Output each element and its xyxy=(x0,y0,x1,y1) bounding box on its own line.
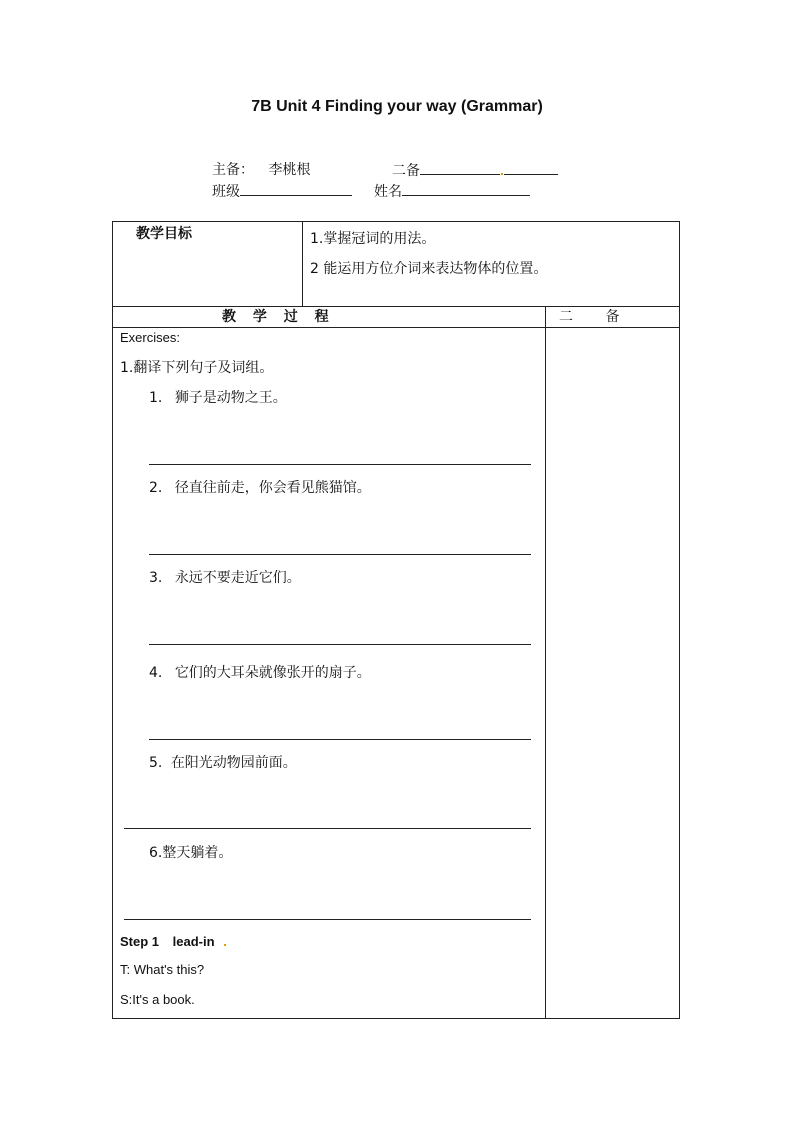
item-number: 2. xyxy=(149,480,163,496)
page-title: 7B Unit 4 Finding your way (Grammar) xyxy=(251,98,543,115)
exercise-item-6 xyxy=(149,843,232,863)
second-prep-label: 二备 xyxy=(392,163,420,179)
answer-line-4[interactable] xyxy=(149,739,531,740)
item-number: 6. xyxy=(149,845,163,861)
class-row xyxy=(212,181,352,202)
item-text: 永远不要走近它们。 xyxy=(174,570,301,586)
step1-line-1: T: What's this? xyxy=(120,962,205,977)
dot-mark xyxy=(224,944,226,946)
second-prep-header: 二 备 xyxy=(559,309,634,325)
step1-line-2: S:It's a book. xyxy=(120,992,195,1007)
item-number: 5. xyxy=(149,755,163,771)
objectives-label: 教学目标 xyxy=(136,226,192,242)
item-text: 在阳光动物园前面。 xyxy=(170,755,297,771)
second-prep-column-divider xyxy=(545,306,546,1018)
item-text: 它们的大耳朵就像张开的扇子。 xyxy=(174,665,371,681)
item-text: 径直往前走，你会看见熊猫馆。 xyxy=(174,480,371,496)
exercise-item-3 xyxy=(149,568,301,588)
objective-2: 2 能运用方位介词来表达物体的位置。 xyxy=(310,261,548,277)
second-prep-blank-2[interactable] xyxy=(504,160,558,175)
class-label: 班级 xyxy=(212,184,240,200)
lesson-table xyxy=(112,221,680,1019)
exercise-item-4 xyxy=(149,663,371,683)
answer-line-1[interactable] xyxy=(149,464,531,465)
answer-line-6[interactable] xyxy=(124,919,531,920)
name-blank[interactable] xyxy=(402,181,530,196)
item-number: 4. xyxy=(149,665,163,681)
step1-title: lead-in xyxy=(172,934,215,949)
second-prep-blank[interactable] xyxy=(420,160,500,175)
step1-label: Step 1 xyxy=(120,934,160,949)
answer-line-5[interactable] xyxy=(124,828,531,829)
exercise-item-5 xyxy=(149,753,297,773)
row-line-2 xyxy=(113,327,679,328)
item-text: 整天躺着。 xyxy=(162,845,233,861)
exercise-item-1 xyxy=(149,388,287,408)
class-blank[interactable] xyxy=(240,181,352,196)
exercise-instruction: 1.翻译下列句子及词组。 xyxy=(120,360,274,376)
main-prep-label: 主备： xyxy=(212,162,254,178)
item-text: 狮子是动物之王。 xyxy=(174,390,287,406)
objective-1: 1.掌握冠词的用法。 xyxy=(310,231,436,247)
second-prep-row xyxy=(392,160,558,181)
step1-heading xyxy=(120,932,227,952)
exercise-item-2 xyxy=(149,478,371,498)
objectives-divider xyxy=(302,222,303,306)
item-number: 3. xyxy=(149,570,163,586)
answer-line-2[interactable] xyxy=(149,554,531,555)
dot-mark xyxy=(501,173,503,175)
exercises-heading: Exercises: xyxy=(120,330,180,345)
process-header: 教 学 过 程 xyxy=(222,309,335,325)
item-number: 1. xyxy=(149,390,163,406)
name-label: 姓名 xyxy=(374,184,402,200)
main-prep-row xyxy=(212,160,310,180)
main-prep-name: 李桃根 xyxy=(268,162,311,178)
answer-line-3[interactable] xyxy=(149,644,531,645)
name-row xyxy=(374,181,530,202)
